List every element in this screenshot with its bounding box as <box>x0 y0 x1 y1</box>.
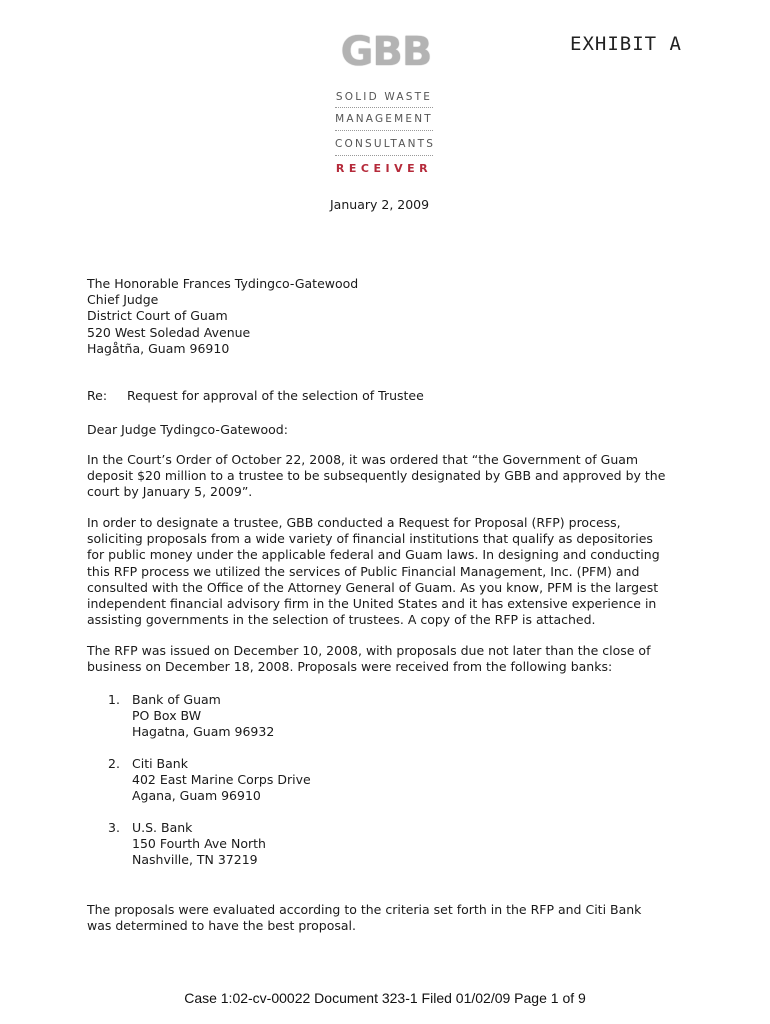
bank-number: 3. <box>108 820 120 835</box>
paragraph-line: for public money under the applicable federal and Guam laws. In designing and conducting <box>87 547 660 563</box>
subject-text: Request for approval of the selection of Trustee <box>127 388 424 403</box>
bank-address-line: PO Box BW <box>132 708 202 724</box>
bank-address-line: 402 East Marine Corps Drive <box>132 772 311 788</box>
bank-address-line: 150 Fourth Ave North <box>132 836 266 852</box>
bank-address-line: Agana, Guam 96910 <box>132 788 261 804</box>
bank-list-item <box>108 820 266 869</box>
logo-divider <box>335 107 433 108</box>
subject-label: Re: <box>87 388 108 403</box>
bank-name: U.S. Bank <box>132 820 193 835</box>
recipient-line: Hagåtña, Guam 96910 <box>87 340 230 356</box>
salutation: Dear Judge Tydingco-Gatewood: <box>87 422 288 437</box>
paragraph-line: assisting governments in the selection of trustees. A copy of the RFP is attached. <box>87 612 596 628</box>
paragraph-line: consulted with the Office of the Attorney General of Guam. As you know, PFM is the largest <box>87 579 659 595</box>
paragraph-rfp-process <box>87 515 687 628</box>
case-footer: Case 1:02-cv-00022 Document 323-1 Filed 01/02/09 Page 1 of 9 <box>184 990 586 1006</box>
logo-letters: GBB <box>340 29 432 75</box>
recipient-address <box>87 276 358 357</box>
paragraph-line: The RFP was issued on December 10, 2008, with proposals due not later than the close of <box>87 643 651 658</box>
recipient-line: District Court of Guam <box>87 308 228 324</box>
letter-date: January 2, 2009 <box>330 197 430 212</box>
logo-divider <box>335 155 433 156</box>
paragraph-line: The proposals were evaluated according to the criteria set forth in the RFP and Citi Bank <box>87 902 642 917</box>
bank-list-item <box>108 692 274 741</box>
bank-name: Citi Bank <box>132 756 188 771</box>
paragraph-line: business on December 18, 2008. Proposals were received from the following banks: <box>87 659 613 675</box>
logo-receiver: RECEIVER <box>335 162 433 175</box>
logo-line-3: CONSULTANTS <box>335 138 436 150</box>
paragraph-line: In order to designate a trustee, GBB conducted a Request for Proposal (RFP) process, <box>87 515 621 530</box>
recipient-line: Chief Judge <box>87 292 159 308</box>
paragraph-line: In the Court’s Order of October 22, 2008, it was ordered that “the Government of Guam <box>87 452 639 467</box>
paragraph-evaluation <box>87 902 687 934</box>
logo-line-2: MANAGEMENT <box>335 113 433 125</box>
exhibit-label: EXHIBIT A <box>570 33 682 55</box>
bank-number: 2. <box>108 756 120 771</box>
paragraph-line: court by January 5, 2009”. <box>87 484 253 500</box>
paragraph-line: deposit $20 million to a trustee to be subsequently designated by GBB and approved by the <box>87 468 666 484</box>
bank-number: 1. <box>108 692 120 707</box>
paragraph-rfp-issued <box>87 643 687 675</box>
recipient-line: 520 West Soledad Avenue <box>87 324 251 340</box>
bank-address-line: Nashville, TN 37219 <box>132 852 258 868</box>
bank-name: Bank of Guam <box>132 692 221 707</box>
paragraph-line: was determined to have the best proposal. <box>87 918 356 934</box>
recipient-line: The Honorable Frances Tydingco-Gatewood <box>87 276 359 291</box>
logo-line-1: SOLID WASTE <box>335 91 433 103</box>
bank-list-item <box>108 756 311 805</box>
bank-address-line: Hagatna, Guam 96932 <box>132 724 275 740</box>
paragraph-line: this RFP process we utilized the services of Public Financial Management, Inc. (PFM) and <box>87 563 640 579</box>
paragraph-line: independent financial advisory firm in the United States and it has extensive experience in <box>87 596 657 612</box>
paragraph-line: soliciting proposals from a wide variety of financial institutions that qualify as depositories <box>87 531 653 547</box>
logo-divider <box>335 130 433 131</box>
paragraph-court-order <box>87 452 687 501</box>
subject-line <box>87 388 424 404</box>
